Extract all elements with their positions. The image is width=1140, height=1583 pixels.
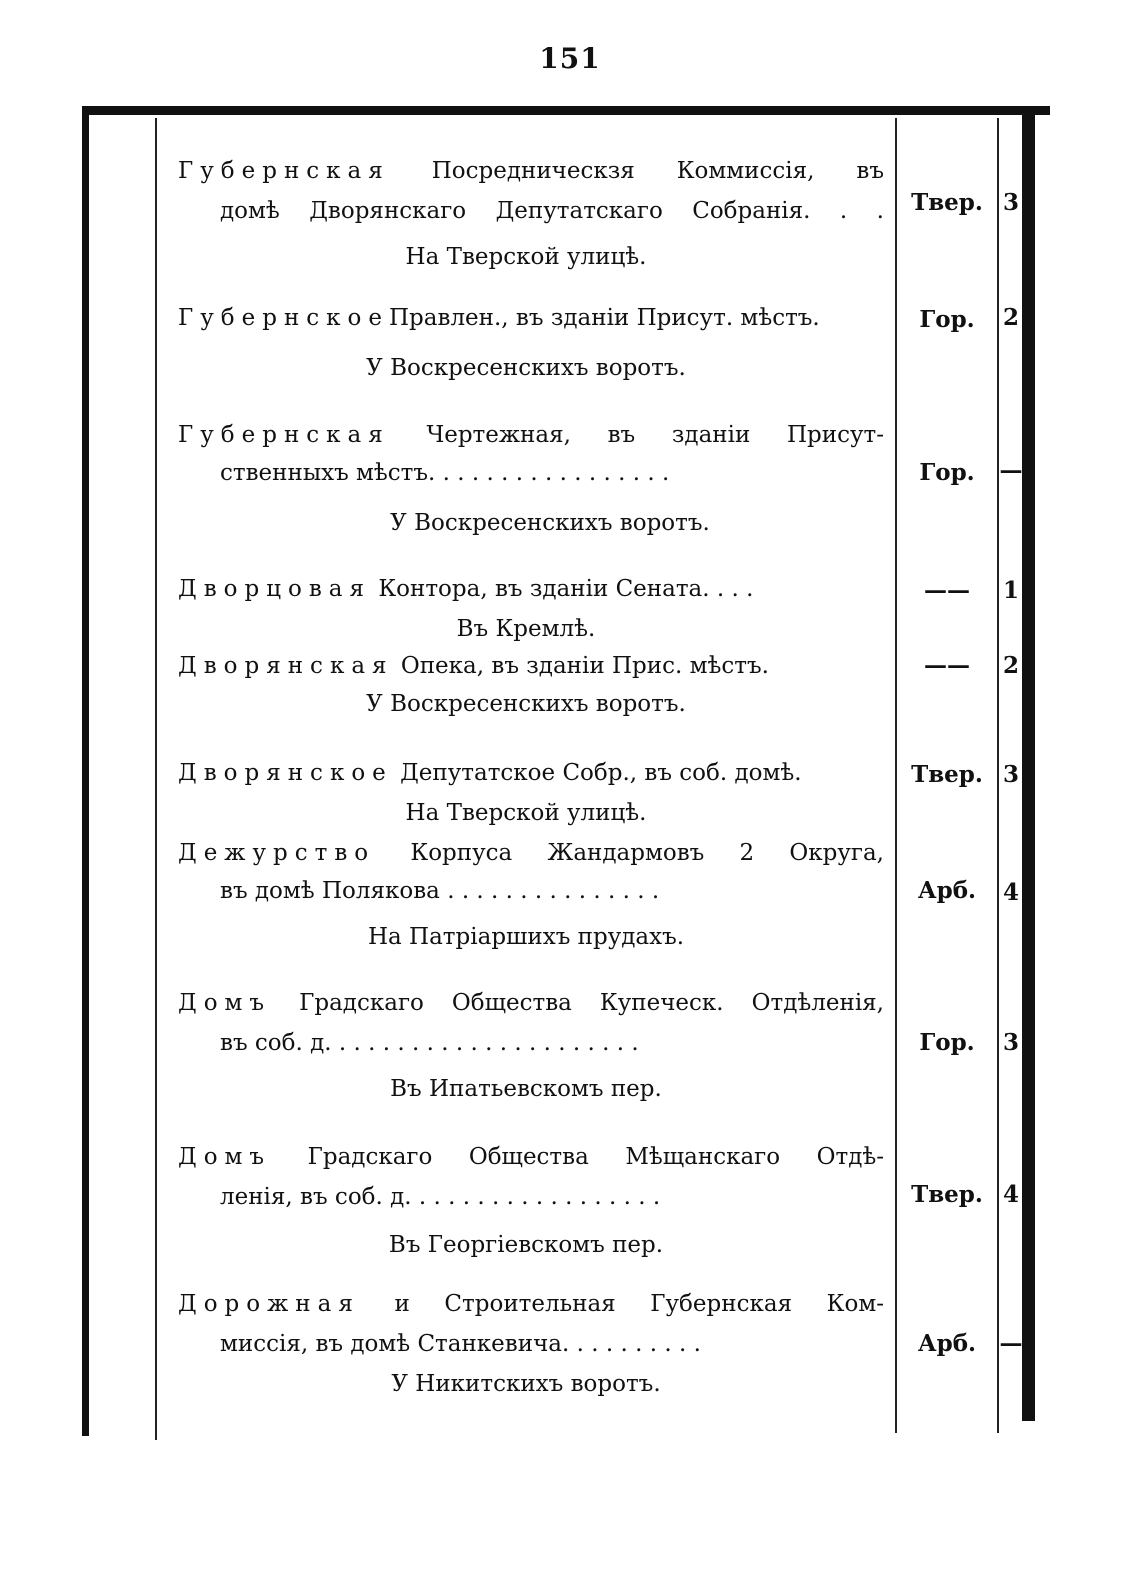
entry-text: Посредническзя Коммиссія, въ [389, 158, 884, 184]
entry-key: Домъ [178, 1144, 272, 1170]
entry-first-line [178, 1142, 884, 1172]
entry-first-line [178, 420, 884, 450]
entry-first-line [178, 838, 884, 868]
entry-text: Корпуса Жандармовъ 2 Округа, [375, 840, 884, 866]
entry-number: 3 [1002, 761, 1019, 788]
entry-key: Дворянская [178, 653, 394, 679]
entry-district: Твер. [911, 189, 983, 216]
entry-second-line: ленія, въ соб. д. . . . . . . . . . . . . . . . . . [220, 1184, 661, 1210]
right-border-rule [1022, 106, 1035, 1421]
entry-key: Дворцовая [178, 576, 372, 602]
top-border-rule [82, 106, 1050, 115]
entry-key: Дорожная [178, 1291, 360, 1317]
entry-text: Контора, въ зданіи Сената. . . . [371, 576, 754, 602]
entry-district: Гор. [919, 306, 975, 333]
entry-first-line [178, 303, 893, 333]
entry-location: У Воскресенскихъ воротъ. [366, 355, 686, 381]
page-number: 151 [539, 42, 601, 75]
entry-text: Градскаго Общества Мѣщанскаго Отдѣ- [271, 1144, 884, 1170]
entry-key: Дворянское [178, 760, 393, 786]
entry-location: На Тверской улицѣ. [405, 244, 647, 270]
entry-second-line: въ домѣ Полякова . . . . . . . . . . . . . . . [220, 878, 660, 904]
entry-first-line [178, 651, 884, 681]
entry-first-line [178, 156, 884, 186]
entry-district: Арб. [917, 1330, 977, 1357]
entry-key: Домъ [178, 990, 272, 1016]
entry-second-line: миссія, въ домѣ Станкевича. . . . . . . . . . [220, 1331, 701, 1357]
entry-first-line [178, 574, 884, 604]
entry-number: 3 [1002, 189, 1019, 216]
entry-text: Правлен., въ зданіи Присут. мѣстъ. [389, 305, 820, 331]
entry-text: Опека, въ зданіи Прис. мѣстъ. [393, 653, 769, 679]
entry-text: Чертежная, въ зданіи Присут- [389, 422, 884, 448]
entry-second-line: въ соб. д. . . . . . . . . . . . . . . . . . . . . . [220, 1030, 639, 1056]
entry-location: На Тверской улицѣ. [405, 800, 647, 826]
entry-number: 1 [1002, 577, 1019, 604]
entry-second-line: ственныхъ мѣстъ. . . . . . . . . . . . . . . . . [220, 460, 670, 486]
entry-text: и Строительная Губернская Ком- [359, 1291, 884, 1317]
entry-location: У Никитскихъ воротъ. [391, 1371, 661, 1397]
left-border-rule [82, 106, 89, 1436]
entry-district: Твер. [911, 1181, 983, 1208]
entry-location: Въ Кремлѣ. [456, 616, 596, 642]
entry-text: Градскаго Общества Купеческ. Отдѣленія, [271, 990, 884, 1016]
entry-number: 2 [1002, 304, 1019, 331]
entry-first-line [178, 1289, 884, 1319]
entry-number: 4 [1002, 1181, 1019, 1208]
entry-text: Депутатское Собр., въ соб. домѣ. [392, 760, 802, 786]
entry-district: —— [924, 652, 970, 679]
entry-number: 4 [1002, 879, 1019, 906]
entry-district: Арб. [917, 877, 977, 904]
entry-first-line [178, 758, 884, 788]
entry-location: У Воскресенскихъ воротъ. [366, 691, 686, 717]
entry-district: Гор. [919, 459, 975, 486]
entry-key: Дежурство [178, 840, 376, 866]
entry-first-line [178, 988, 884, 1018]
entry-number: 3 [1002, 1029, 1019, 1056]
entry-location: На Патріаршихъ прудахъ. [367, 924, 685, 950]
entry-second-line: домѣ Дворянскаго Депутатскаго Собранія. . . [220, 198, 884, 224]
entry-location: Въ Георгіевскомъ пер. [388, 1232, 664, 1258]
entry-key: Губернское [178, 305, 389, 331]
entry-key: Губернская [178, 158, 390, 184]
entry-number: 2 [1002, 652, 1019, 679]
entry-number: — [999, 457, 1023, 484]
entry-key: Губернская [178, 422, 390, 448]
entry-number: — [999, 1330, 1023, 1357]
entry-district: Твер. [911, 761, 983, 788]
entry-district: —— [924, 577, 970, 604]
entry-district: Гор. [919, 1029, 975, 1056]
entry-location: Въ Ипатьевскомъ пер. [390, 1076, 662, 1102]
entry-location: У Воскресенскихъ воротъ. [390, 510, 710, 536]
